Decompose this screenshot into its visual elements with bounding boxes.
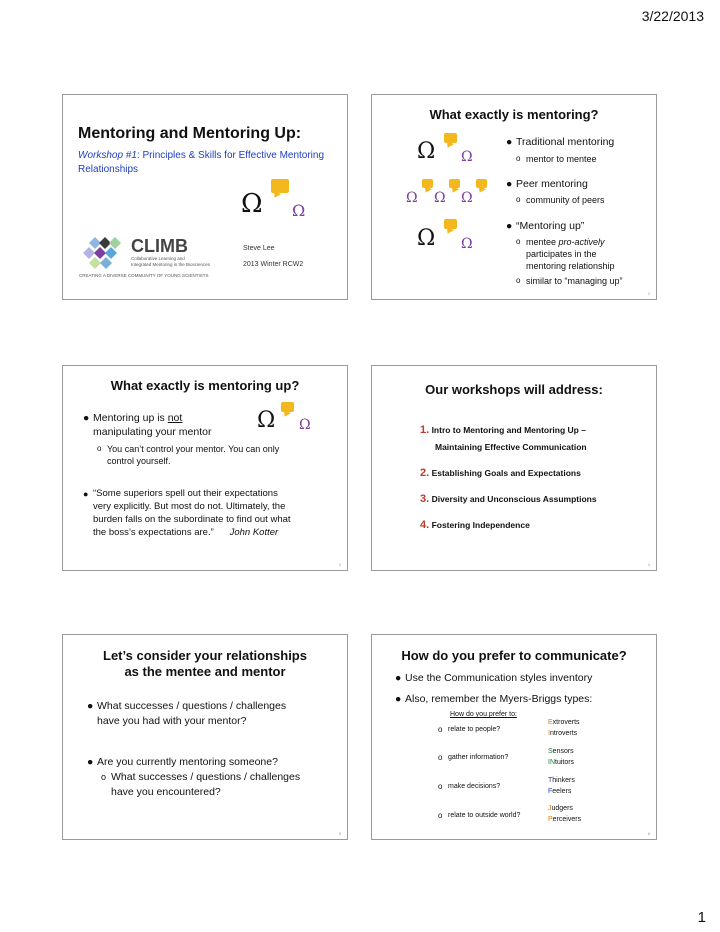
slide-title: How do you prefer to communicate? xyxy=(401,648,627,663)
logo-name: CLIMB xyxy=(131,236,188,256)
subtitle-text: : Principles & Skills for Effective Mentoring Relationships xyxy=(78,150,325,175)
slide-5 xyxy=(62,634,348,840)
kotter-quote-1: ● “Some superiors spell out their expectations xyxy=(83,488,278,499)
type-thinkers: Thinkers xyxy=(548,777,575,784)
bullet-peer: ● Peer mentoring xyxy=(506,178,588,190)
bullet-myers-briggs: ● Also, remember the Myers-Briggs types: xyxy=(395,693,593,705)
sub-proactive: o mentee pro-actively xyxy=(516,237,605,247)
workshop-item-1: 1. Intro to Mentoring and Mentoring Up – xyxy=(420,424,586,436)
workshop-label: Workshop #1 xyxy=(78,150,137,161)
sub-control-line2: control yourself. xyxy=(107,456,171,466)
quote-author: John Kotter xyxy=(229,527,279,538)
mentee-omega-icon: Ω xyxy=(299,417,311,433)
type-extroverts: Extroverts xyxy=(548,719,580,726)
logo-tagline: CREATING A DIVERSE COMMUNITY OF YOUNG SCIENTISTS xyxy=(79,273,209,278)
page-date: 3/22/2013 xyxy=(641,8,704,24)
question-outside-world: o relate to outside world? xyxy=(438,811,521,820)
kotter-quote-4: the boss’s expectations are.” John Kotter xyxy=(93,527,279,538)
bullet-inventory: ● Use the Communication styles inventory xyxy=(395,672,593,684)
sub-proactive-line2: participates in the xyxy=(526,249,597,259)
mentee-omega-icon: Ω xyxy=(292,201,306,220)
speech-bubble-icon xyxy=(422,179,433,188)
slide-number: 4 xyxy=(647,562,650,567)
speech-bubble-icon xyxy=(444,219,457,229)
question-make-decisions: o make decisions? xyxy=(438,782,501,791)
slide-title-line1: Let’s consider your relationships xyxy=(103,648,307,663)
question-relate-people: o relate to people? xyxy=(438,725,501,734)
type-judgers: Judgers xyxy=(548,805,573,812)
slide-title-line2: as the mentee and mentor xyxy=(124,664,286,679)
speech-bubble-icon xyxy=(449,179,460,188)
mentor-omega-icon: Ω xyxy=(417,226,436,251)
workshop-item-3: 3. Diversity and Unconscious Assumptions xyxy=(420,493,597,505)
type-perceivers: Perceivers xyxy=(548,816,582,823)
type-feelers: Feelers xyxy=(548,788,572,795)
event: 2013 Winter RCW2 xyxy=(243,261,304,268)
slide-3 xyxy=(62,365,348,571)
sub-mentor-to-mentee: o mentor to mentee xyxy=(516,154,597,164)
mentor-omega-icon: Ω xyxy=(417,139,436,164)
mentee-omega-icon: Ω xyxy=(461,149,473,165)
workshop-item-1-line2: Maintaining Effective Communication xyxy=(435,442,587,452)
slide-number: 6 xyxy=(647,831,650,836)
sub-proactive-line3: mentoring relationship xyxy=(526,261,615,271)
slide-6 xyxy=(371,634,657,840)
workshop-item-4: 4. Fostering Independence xyxy=(420,519,530,531)
workshop-item-2: 2. Establishing Goals and Expectations xyxy=(420,467,581,479)
slide-title: Our workshops will address: xyxy=(425,382,603,397)
slide-number: 2 xyxy=(647,291,650,296)
sub-community: o community of peers xyxy=(516,195,605,205)
slide-number: 5 xyxy=(338,831,341,836)
type-introverts: Introverts xyxy=(548,730,578,737)
speech-bubble-icon xyxy=(444,133,457,143)
speech-bubble-icon xyxy=(476,179,487,188)
peer-omega-icon: Ω xyxy=(406,190,418,206)
bullet-traditional: ● Traditional mentoring xyxy=(506,136,615,148)
slide-4 xyxy=(371,365,657,571)
mentee-omega-icon: Ω xyxy=(461,236,473,252)
sub-encountered: o What successes / questions / challenges xyxy=(101,771,301,783)
sub-control: o You can’t control your mentor. You can only xyxy=(97,444,280,454)
slide-2 xyxy=(371,94,657,300)
logo-line1: Collaborative Learning and xyxy=(131,256,185,261)
bullet-mentor-challenges: ● What successes / questions / challenges xyxy=(87,700,287,712)
peer-omega-icon: Ω xyxy=(434,190,446,206)
slide-1 xyxy=(62,94,348,300)
page-number: 1 xyxy=(697,909,706,926)
logo-line2: Integrated Mentoring in the Biosciences xyxy=(131,262,211,267)
bullet-mentoring-someone: ● Are you currently mentoring someone? xyxy=(87,756,278,768)
bullet-not-manipulating: ● Mentoring up is not xyxy=(83,412,183,424)
question-gather-info: o gather information? xyxy=(438,753,509,762)
table-header: How do you prefer to: xyxy=(450,711,517,718)
type-sensors: Sensors xyxy=(548,748,574,755)
slide-title: What exactly is mentoring? xyxy=(429,107,599,122)
slide-title: Mentoring and Mentoring Up: xyxy=(78,125,302,142)
kotter-quote-2: very explicitly. But most do not. Ultimately, the xyxy=(93,501,286,512)
sub-encountered-line2: have you encountered? xyxy=(111,786,221,798)
speech-bubble-icon xyxy=(281,402,294,412)
kotter-quote-3: burden falls on the subordinate to find out what xyxy=(93,514,291,525)
mentor-omega-icon: Ω xyxy=(257,408,276,433)
slide-number: 3 xyxy=(338,562,341,567)
bullet-not-manipulating-line2: manipulating your mentor xyxy=(93,426,212,438)
climb-logo-icon xyxy=(81,235,123,269)
slide-title: What exactly is mentoring up? xyxy=(110,378,300,393)
mentor-omega-icon: Ω xyxy=(241,189,263,219)
slide-subtitle xyxy=(78,149,328,177)
presenter: Steve Lee xyxy=(243,245,275,252)
peer-omega-icon: Ω xyxy=(461,190,473,206)
bullet-mentor-challenges-line2: have you had with your mentor? xyxy=(97,715,247,727)
speech-bubble-icon xyxy=(271,179,289,193)
bullet-mentoring-up: ● “Mentoring up” xyxy=(506,220,585,232)
type-intuitors: INtuitors xyxy=(548,759,575,766)
sub-managing-up: o similar to “managing up” xyxy=(516,276,623,286)
